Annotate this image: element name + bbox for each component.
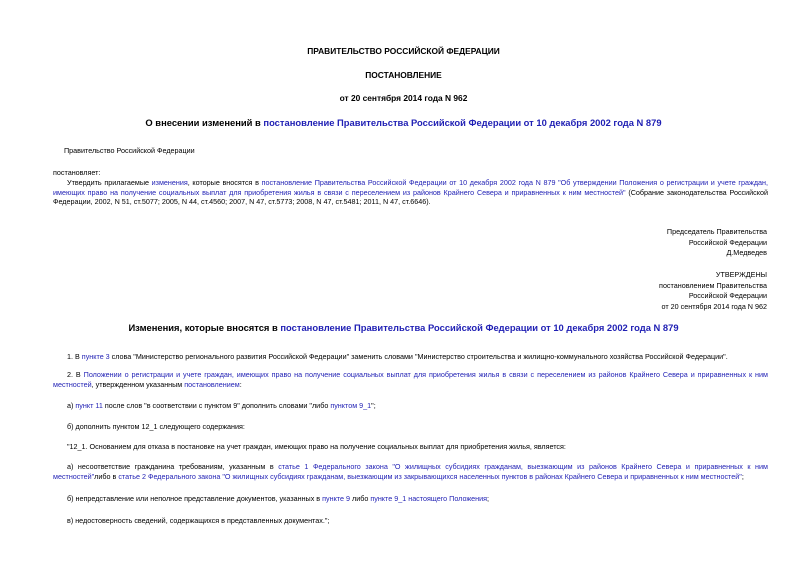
intro-text-b: , которые вносятся в <box>187 178 262 187</box>
government-heading: ПРАВИТЕЛЬСТВО РОССИЙСКОЙ ФЕДЕРАЦИИ <box>307 46 500 56</box>
quote-a-text-b: либо в <box>94 471 119 481</box>
signature-org: Российской Федерации <box>688 237 767 247</box>
item-a <box>53 401 768 411</box>
item-a-link-11[interactable]: пункт 11 <box>75 401 103 410</box>
item-a-text-c: "; <box>371 401 376 410</box>
approved-heading: УТВЕРЖДЕНЫ <box>715 270 767 279</box>
signature-title: Председатель Правительства <box>666 227 767 236</box>
item-1-text-b: слова "Министерство регионального развития Российской Федерации" заменить словами "Министерство строительства и жилищно-коммунального хозяйства Российской Федерации". <box>109 352 728 361</box>
quote-a-law-link-2[interactable]: статье 2 Федерального закона "О жилищных субсидиях гражданам, выезжающим из закрывающихся населенных пунктов в районах Крайнего Севера и приравненных к ним местностей" <box>118 471 742 481</box>
document-date-number: от 20 сентября 2014 года N 962 <box>339 93 468 103</box>
quote-b-text-a: б) непредставление или неполное представление документов, указанных в <box>67 494 323 503</box>
resolution-879-link[interactable]: постановление Правительства Российской Федерации от 10 декабря 2002 года N 879 "Об утверждении Положения о регистрации и учете граждан, имеющих право на получение социальных выплат для приобретения жилья в связи с переселением из районов Крайнего Севера и приравненных к ним местностей" <box>53 178 768 197</box>
changes-title-link[interactable]: постановление Правительства Российской Федерации от 10 декабря 2002 года N 879 <box>280 322 679 333</box>
approved-line-3: Российской Федерации <box>688 291 767 301</box>
item-a-text-b: после слов "в соответствии с пунктом 9" дополнить словами "либо <box>102 401 331 410</box>
item-2-regulation-link[interactable]: Положении о регистрации и учете граждан, имеющих право на получение социальных выплат для приобретения жилья в связи с переселением из районов Крайнего Севера и приравненных к ним местностей <box>53 370 768 389</box>
approved-block <box>467 270 767 312</box>
item-2 <box>53 370 768 389</box>
decides-line: постановляет: <box>53 168 101 177</box>
intro-text-a: Утвердить прилагаемые <box>67 178 152 187</box>
quote-item-c: в) недостоверность сведений, содержащихся в представленных документах."; <box>67 516 330 525</box>
item-a-text-a: а) <box>67 401 76 410</box>
document-title-prefix: О внесении изменений в <box>145 117 264 128</box>
document-title <box>0 117 807 130</box>
quote-item-a <box>53 462 768 481</box>
item-b: б) дополнить пунктом 12_1 следующего содержания: <box>67 422 245 431</box>
quote-item-b <box>53 494 768 504</box>
document-title-link[interactable]: постановление Правительства Российской Федерации от 10 декабря 2002 года N 879 <box>263 117 662 128</box>
changes-title <box>0 322 807 335</box>
quote-b-text-c: ; <box>487 494 490 503</box>
quote-a-text-a: а) несоответствие гражданина требованиям, указанным в <box>67 462 279 471</box>
item-a-link-9-1[interactable]: пунктом 9_1 <box>330 401 372 410</box>
quote-b-text-b: либо <box>350 494 371 503</box>
intro-paragraph <box>53 178 768 207</box>
quote-a-text-c: ; <box>741 471 744 481</box>
item-1-link[interactable]: пункте 3 <box>81 352 110 361</box>
item-2-text-b: , утвержденном указанным <box>91 379 185 389</box>
item-1-text-a: 1. В <box>67 352 82 361</box>
quote-b-link-9-1[interactable]: пункте 9_1 настоящего Положения <box>370 494 488 503</box>
item-2-resolution-link[interactable]: постановлением <box>184 379 240 389</box>
approved-line-2: постановлением Правительства <box>659 280 767 290</box>
government-line: Правительство Российской Федерации <box>64 146 195 155</box>
signature-block <box>467 227 767 258</box>
quote-12-1: "12_1. Основанием для отказа в постановке на учет граждан, имеющих право на получение социальных выплат для приобретения жилья, является: <box>67 442 566 451</box>
quote-a-law-link-1[interactable]: статье 1 Федерального закона "О жилищных субсидиях гражданам, выезжающим из районов Крайнего Севера и приравненных к ним местностей" <box>53 462 768 481</box>
item-1 <box>53 352 768 362</box>
quote-b-link-9[interactable]: пункте 9 <box>322 494 351 503</box>
approved-line-4: от 20 сентября 2014 года N 962 <box>661 302 767 312</box>
signature-name: Д.Медведев <box>726 248 767 258</box>
changes-title-prefix: Изменения, которые вносятся в <box>128 322 281 333</box>
item-2-text-c: : <box>239 379 242 389</box>
document-type: ПОСТАНОВЛЕНИЕ <box>365 70 442 80</box>
intro-text-c: (Собрание законодательства Российской Федерации, 2002, N 51, ст.5077; 2005, N 44, ст.4560; 2007, N 47, ст.5773; 2008, N 47, ст.5481; 2011, N 47, ст.6646). <box>53 187 768 207</box>
item-2-text-a: 2. В <box>67 370 84 379</box>
changes-link[interactable]: изменения <box>151 178 188 187</box>
